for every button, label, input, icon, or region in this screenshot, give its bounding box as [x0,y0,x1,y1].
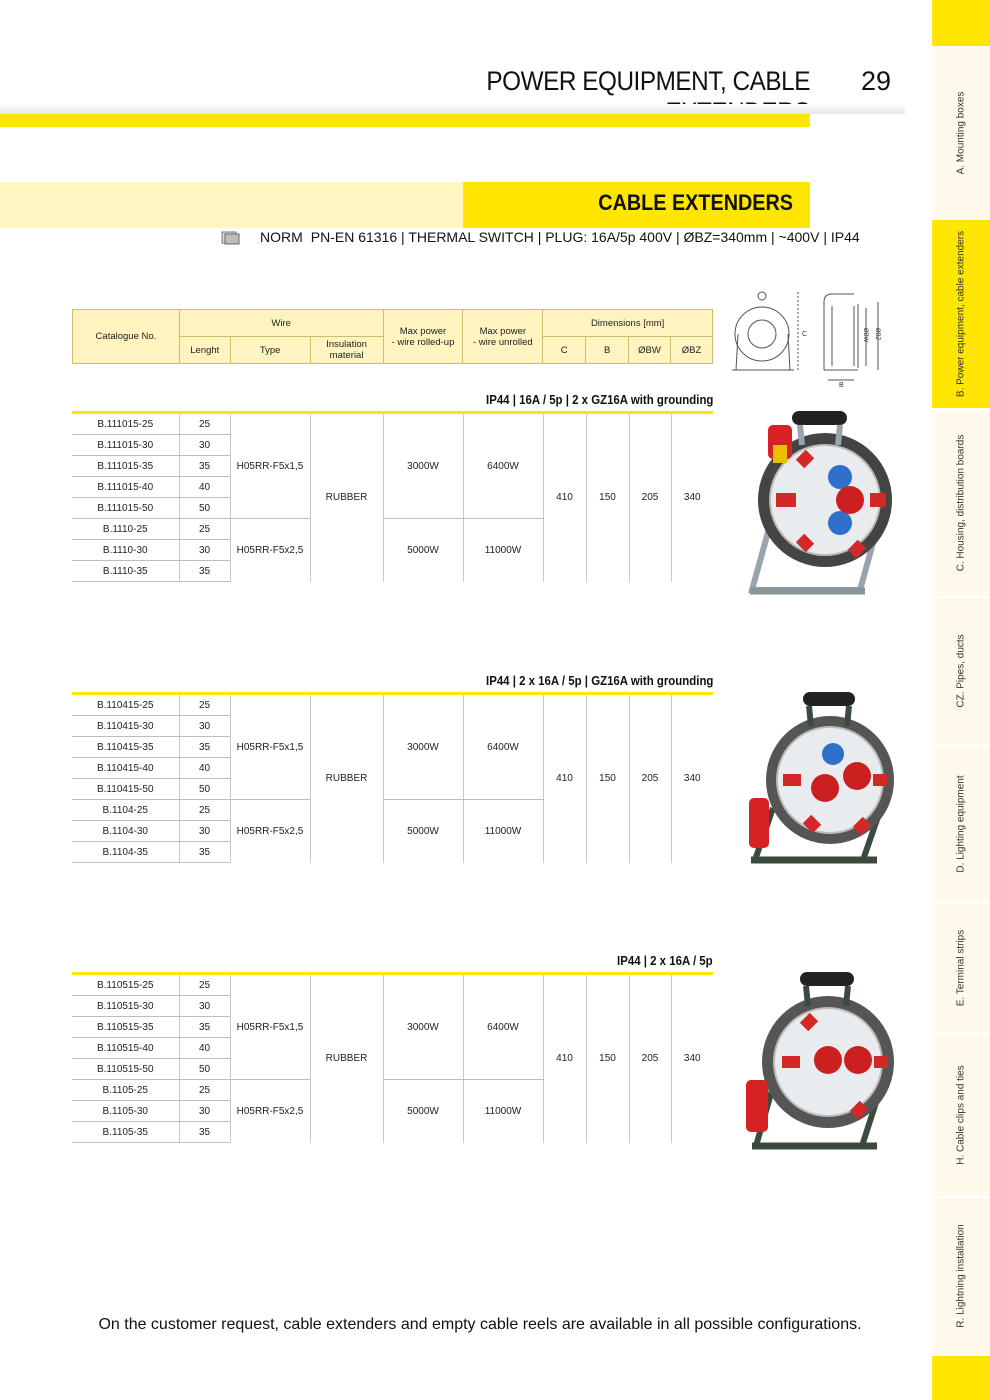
table-row [72,695,713,716]
sidebar-item-label: D. Lighting equipment [955,775,967,873]
length-cell: 30 [179,435,230,456]
header-max-unrolled: Max power - wire unrolled [463,310,543,364]
header-insulation: Insulation material [310,337,383,364]
length-cell: 35 [179,561,230,582]
section-2-table [72,695,713,863]
header-lenght: Lenght [179,337,230,364]
dim-obw-cell: 205 [629,414,671,582]
catalogue-no: B.110415-50 [72,779,179,800]
column-header-table [72,309,713,364]
catalogue-no: B.1104-35 [72,842,179,863]
catalogue-no: B.1105-35 [72,1122,179,1143]
dim-obz-cell: 340 [671,414,713,582]
max-unrolled-cell: 11000W [463,519,543,582]
sidebar-item-label: CZ. Pipes, ducts [955,634,967,708]
length-cell: 25 [179,1080,230,1101]
insulation-cell: RUBBER [310,975,383,1143]
insulation-cell: RUBBER [310,695,383,863]
dim-obz-cell: 340 [671,975,713,1143]
catalogue-no: B.1105-30 [72,1101,179,1122]
max-unrolled-cell: 11000W [463,800,543,863]
sidebar-item-label: H. Cable clips and ties [955,1065,967,1165]
length-cell: 25 [179,695,230,716]
header-type: Type [230,337,310,364]
diagram-label-b: B [839,382,844,389]
dim-obw-cell: 205 [629,975,671,1143]
header-obw: ØBW [629,337,671,364]
max-rolled-cell: 3000W [383,975,463,1080]
length-cell: 25 [179,800,230,821]
length-cell: 50 [179,779,230,800]
wire-type-cell: H05RR-F5x1,5 [230,695,310,800]
sidebar-bottom-accent [932,1354,990,1400]
header-shadow [0,104,905,114]
norm-line [260,229,860,245]
catalogue-no: B.110515-40 [72,1038,179,1059]
length-cell: 40 [179,477,230,498]
table-row [72,975,713,996]
length-cell: 40 [179,758,230,779]
sidebar-item-label: C. Housing, distribution boards [955,434,967,572]
catalogue-no: B.1104-25 [72,800,179,821]
sidebar-item-label: E. Terminal strips [955,929,967,1007]
cable-reel-image-2 [745,688,900,878]
header-max-rolled: Max power - wire rolled-up [383,310,463,364]
max-rolled-cell: 5000W [383,800,463,863]
max-unrolled-cell: 6400W [463,414,543,519]
length-cell: 30 [179,821,230,842]
norm-label: NORM [260,229,303,245]
length-cell: 35 [179,842,230,863]
dim-obz-cell: 340 [671,695,713,863]
section-1-title: IP44 | 16A / 5p | 2 x GZ16A with grounding [485,392,713,407]
page-number: 29 [860,66,892,96]
max-unrolled-cell: 6400W [463,695,543,800]
max-unrolled-cell: 6400W [463,975,543,1080]
cable-reel-image-1 [740,405,900,605]
sidebar-item-lighting[interactable] [932,744,990,902]
sidebar-item-cable-clips[interactable] [932,1032,990,1196]
catalogue-no: B.1110-35 [72,561,179,582]
diagram-label-obw: ØBW [862,328,868,343]
dim-b-cell: 150 [586,695,629,863]
catalogue-no: B.110415-30 [72,716,179,737]
wire-type-cell: H05RR-F5x2,5 [230,800,310,863]
sidebar-item-mounting-boxes[interactable] [932,46,990,218]
header-accent-bar [0,114,810,127]
catalogue-no: B.110515-50 [72,1059,179,1080]
length-cell: 50 [179,498,230,519]
insulation-cell: RUBBER [310,414,383,582]
header-wire: Wire [179,310,383,337]
dim-c-cell: 410 [543,695,586,863]
page-header-title: POWER EQUIPMENT, CABLE [486,66,810,96]
length-cell: 35 [179,737,230,758]
diagram-label-obz: ØBZ [874,328,880,341]
length-cell: 25 [179,414,230,435]
catalogue-no: B.1110-30 [72,540,179,561]
header-dimensions: Dimensions [mm] [543,310,713,337]
section-3-table [72,975,713,1143]
section-3-title: IP44 | 2 x 16A / 5p [617,953,713,968]
catalogue-no: B.111015-30 [72,435,179,456]
length-cell: 25 [179,975,230,996]
catalogue-no: B.110415-40 [72,758,179,779]
chapter-sidebar [932,0,990,1400]
catalogue-no: B.110415-25 [72,695,179,716]
length-cell: 30 [179,540,230,561]
dimension-diagram [728,284,888,390]
dim-c-cell: 410 [543,975,586,1143]
length-cell: 40 [179,1038,230,1059]
sidebar-top-accent [932,0,990,46]
sidebar-item-power-equipment[interactable] [932,218,990,408]
max-rolled-cell: 5000W [383,1080,463,1143]
catalogue-no: B.111015-40 [72,477,179,498]
length-cell: 30 [179,716,230,737]
catalogue-no: B.111015-25 [72,414,179,435]
catalogue-no: B.111015-50 [72,498,179,519]
dim-b-cell: 150 [586,975,629,1143]
dim-b-cell: 150 [586,414,629,582]
header-c: C [543,337,586,364]
sidebar-item-label: R. Lightning installation [955,1224,967,1328]
section-title: CABLE EXTENDERS [598,190,793,215]
header-b: B [586,337,629,364]
document-icon [221,231,241,245]
max-rolled-cell: 5000W [383,519,463,582]
footer-note: On the customer request, cable extenders and empty cable reels are available in all possible configurations. [98,1316,862,1333]
section-2-title: IP44 | 2 x 16A / 5p | GZ16A with grounding [485,673,713,688]
wire-type-cell: H05RR-F5x1,5 [230,975,310,1080]
catalogue-no: B.1104-30 [72,821,179,842]
wire-type-cell: H05RR-F5x2,5 [230,519,310,582]
dim-c-cell: 410 [543,414,586,582]
length-cell: 35 [179,1122,230,1143]
max-unrolled-cell: 11000W [463,1080,543,1143]
catalogue-no: B.1105-25 [72,1080,179,1101]
catalogue-no: B.110515-30 [72,996,179,1017]
sidebar-item-label: A. Mounting boxes [955,91,967,175]
sidebar-item-terminal-strips[interactable] [932,902,990,1032]
diagram-label-c: C [802,331,808,338]
catalogue-no: B.111015-35 [72,456,179,477]
section-1-table [72,414,713,582]
wire-type-cell: H05RR-F5x1,5 [230,414,310,519]
dim-obw-cell: 205 [629,695,671,863]
norm-text: PN-EN 61316 | THERMAL SWITCH | PLUG: 16A/5p 400V | ØBZ=340mm | ~400V | IP44 [310,229,860,245]
sidebar-item-housing[interactable] [932,408,990,596]
catalogue-no: B.1110-25 [72,519,179,540]
max-rolled-cell: 3000W [383,414,463,519]
header-catalogue: Catalogue No. [73,310,180,364]
catalogue-no: B.110515-35 [72,1017,179,1038]
cable-reel-image-3 [742,968,900,1163]
header-obz: ØBZ [671,337,713,364]
length-cell: 50 [179,1059,230,1080]
table-row [72,414,713,435]
sidebar-item-pipes[interactable] [932,596,990,744]
length-cell: 35 [179,456,230,477]
max-rolled-cell: 3000W [383,695,463,800]
length-cell: 30 [179,1101,230,1122]
catalogue-no: B.110415-35 [72,737,179,758]
wire-type-cell: H05RR-F5x2,5 [230,1080,310,1143]
length-cell: 30 [179,996,230,1017]
catalogue-no: B.110515-25 [72,975,179,996]
length-cell: 25 [179,519,230,540]
length-cell: 35 [179,1017,230,1038]
sidebar-item-label: B. Power equipment, cable extenders [955,230,967,398]
